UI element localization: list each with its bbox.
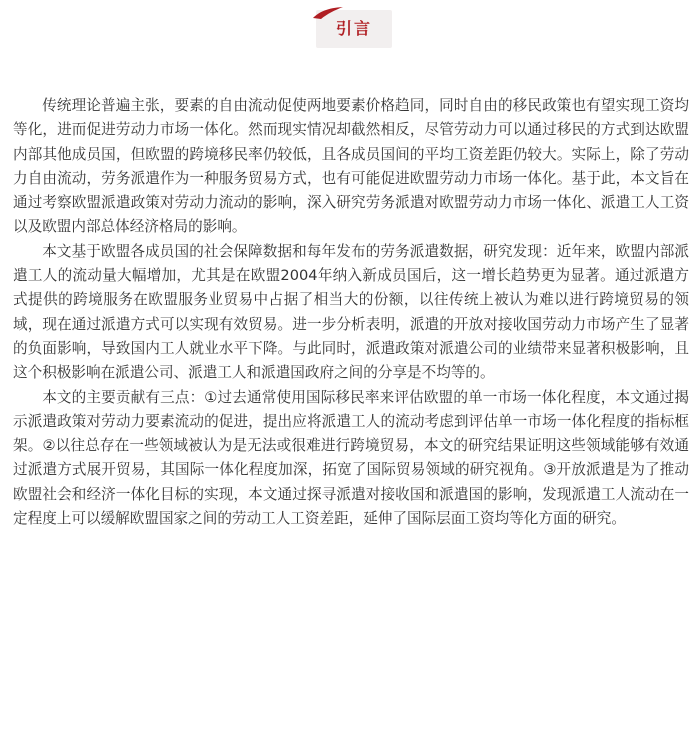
section-header bbox=[316, 10, 392, 48]
article-body bbox=[13, 94, 689, 531]
paragraph-findings: 本文基于欧盟各成员国的社会保障数据和每年发布的劳务派遣数据，研究发现：近年来，欧盟内部派遣工人的流动量大幅增加，尤其是在欧盟2004年纳入新成员国后，这一增长趋势更为显著。通过派遣方式提供的跨境服务在欧盟服务业贸易中占据了相当大的份额，以往传统上被认为难以进行跨境贸易的领域，现在通过派遣方式可以实现有效贸易。进一步分析表明，派遣的开放对接收国劳动力市场产生了显著的负面影响，导致国内工人就业水平下降。与此同时，派遣政策对派遣公司的业绩带来显著积极影响，且这个积极影响在派遣公司、派遣工人和派遣国政府之间的分享是不均等的。 bbox=[13, 242, 689, 382]
section-title: 引言 bbox=[335, 19, 372, 38]
paragraph-intro: 传统理论普遍主张，要素的自由流动促使两地要素价格趋同，同时自由的移民政策也有望实现工资均等化，进而促进劳动力市场一体化。然而现实情况却截然相反，尽管劳动力可以通过移民的方式到达欧盟内部其他成员国，但欧盟的跨境移民率仍较低，且各成员国间的平均工资差距仍较大。实际上，除了劳动力自由流动，劳务派遣作为一种服务贸易方式，也有可能促进欧盟劳动力市场一体化。基于此，本文旨在通过考察欧盟派遣政策对劳动力流动的影响，深入研究劳务派遣对欧盟劳动力市场一体化、派遣工人工资以及欧盟内部总体经济格局的影响。 bbox=[13, 97, 689, 236]
paragraph-contributions: 本文的主要贡献有三点：①过去通常使用国际移民率来评估欧盟的单一市场一体化程度，本文通过揭示派遣政策对劳动力要素流动的促进，提出应将派遣工人的流动考虑到评估单一市场一体化程度的指标框架。②以往总存在一些领域被认为是无法或很难进行跨境贸易，本文的研究结果证明这些领域能够有效通过派遣方式展开贸易，其国际一体化程度加深，拓宽了国际贸易领域的研究视角。③开放派遣是为了推动欧盟社会和经济一体化目标的实现，本文通过探寻派遣对接收国和派遣国的影响，发现派遣工人流动在一定程度上可以缓解欧盟国家之间的劳动工人工资差距，延伸了国际层面工资均等化方面的研究。 bbox=[13, 388, 689, 528]
